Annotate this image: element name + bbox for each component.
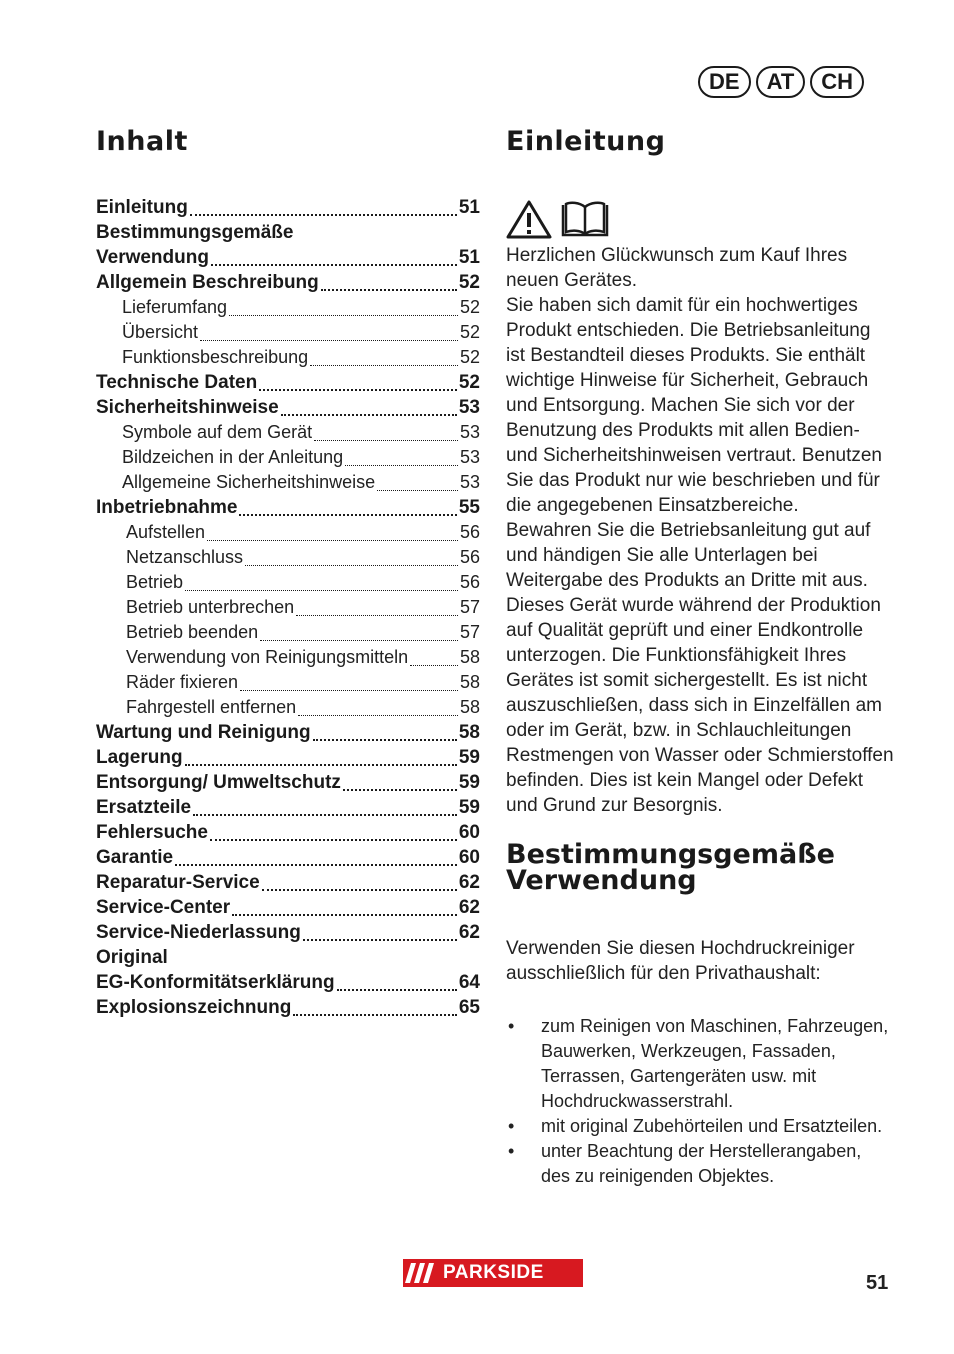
toc-entry <box>96 622 480 647</box>
toc-entry-page: 52 <box>458 272 480 293</box>
toc-entry-label: Garantie <box>96 847 174 868</box>
list-item: • unter Beachtung der Herstellerangaben, des zu reinigenden Objektes. <box>506 1139 894 1189</box>
toc-entry-label: Betrieb <box>126 572 184 592</box>
toc-entry-label: Bestimmungsgemäße <box>96 222 294 243</box>
toc-entry-page: 52 <box>459 297 480 317</box>
toc-entry-page: 52 <box>458 372 480 393</box>
toc-leader-dots <box>303 938 457 941</box>
toc-entry <box>96 347 480 372</box>
intro-paragraph: Sie haben sich damit für ein hochwertiges Produkt entschieden. Die Betriebsanleitung ist Bestandteil dieses Produkts. Sie enthält wichtige Hinweise für Sicherheit, Gebrauch und Entsorgung. Machen Sie sich vor der Benutzung des Produkts mit allen Bedien- und Sicherheitshinweisen vertraut. Benutzen Sie das Produkt nur wie beschrieben und für die angegebenen Einsatzbereiche. <box>506 295 883 516</box>
toc-entry <box>96 822 480 847</box>
toc-entry-label: Betrieb beenden <box>126 622 259 642</box>
toc-entry <box>96 722 480 747</box>
toc-entry-page: 52 <box>459 347 480 367</box>
intended-use-title-line1: Bestimmungsgemäße <box>506 839 835 870</box>
toc-leader-dots <box>314 439 458 441</box>
toc-entry-label: Sicherheitshinweise <box>96 397 279 418</box>
warning-icon <box>506 199 552 239</box>
toc-entry-label: Einleitung <box>96 197 188 218</box>
toc-entry-label: Explosionszeichnung <box>96 997 292 1018</box>
toc-entry-label: Fehlersuche <box>96 822 208 843</box>
toc-leader-dots <box>185 589 458 591</box>
toc-entry-page: 59 <box>458 772 480 793</box>
toc-entry-page: 65 <box>458 997 480 1018</box>
toc-leader-dots <box>240 689 458 691</box>
toc-entry-page: 60 <box>458 847 480 868</box>
toc-leader-dots <box>193 813 457 816</box>
toc-entry <box>96 947 480 972</box>
toc-leader-dots <box>190 213 457 216</box>
toc-leader-dots <box>345 464 458 466</box>
toc-entry <box>96 997 480 1022</box>
toc-entry-label: Lieferumfang <box>122 297 228 317</box>
toc-entry-page: 57 <box>459 597 480 617</box>
toc-entry-page: 53 <box>459 472 480 492</box>
toc-leader-dots <box>281 413 457 416</box>
toc-leader-dots <box>185 763 457 766</box>
toc-entry-label: Bildzeichen in der Anleitung <box>122 447 344 467</box>
toc-entry-label: Netzanschluss <box>126 547 244 567</box>
page-number: 51 <box>866 1272 889 1294</box>
toc-entry <box>96 297 480 322</box>
toc-entry-label: Ersatzteile <box>96 797 192 818</box>
toc-leader-dots <box>313 738 457 741</box>
toc-leader-dots <box>175 863 457 866</box>
toc-leader-dots <box>293 1013 457 1016</box>
toc-entry <box>96 322 480 347</box>
toc-entry <box>96 747 480 772</box>
toc-title: Inhalt <box>96 126 188 157</box>
toc-entry-page: 58 <box>459 672 480 692</box>
brand-stripes-icon <box>403 1259 439 1287</box>
toc-entry <box>96 397 480 422</box>
toc-entry-label: Räder fixieren <box>126 672 239 692</box>
toc-entry <box>96 597 480 622</box>
toc-entry-page: 64 <box>458 972 480 993</box>
toc-entry-label: Entsorgung/ Umweltschutz <box>96 772 341 793</box>
toc-entry <box>96 472 480 497</box>
toc-entry-label: Verwendung <box>96 247 209 268</box>
toc-leader-dots <box>343 788 457 791</box>
toc-entry <box>96 272 480 297</box>
toc-entry <box>96 772 480 797</box>
toc-entry-label: Original <box>96 947 168 968</box>
toc-entry-label: Service-Center <box>96 897 231 918</box>
toc-entry <box>96 897 480 922</box>
toc-leader-dots <box>321 288 457 291</box>
toc-entry-label: Funktionsbeschreibung <box>122 347 309 367</box>
table-of-contents <box>96 126 480 1022</box>
toc-entry <box>96 847 480 872</box>
toc-entry-label: Betrieb unterbrechen <box>126 597 295 617</box>
toc-entry <box>96 197 480 222</box>
intro-icons <box>506 197 894 239</box>
toc-entry-page: 62 <box>458 872 480 893</box>
toc-leader-dots <box>310 364 458 366</box>
toc-entry-label: EG-Konformitätserklärung <box>96 972 335 993</box>
toc-entry-label: Allgemeine Sicherheitshinweise <box>122 472 376 492</box>
toc-leader-dots <box>232 913 457 916</box>
toc-entry-page: 60 <box>458 822 480 843</box>
toc-entry <box>96 972 480 997</box>
toc-entry <box>96 797 480 822</box>
brand-name: PARKSIDE <box>443 1262 544 1283</box>
toc-entry <box>96 872 480 897</box>
toc-leader-dots <box>298 714 458 716</box>
toc-entry-page: 51 <box>458 197 480 218</box>
toc-entry <box>96 547 480 572</box>
toc-entry <box>96 372 480 397</box>
toc-entry-page: 58 <box>458 722 480 743</box>
toc-entry <box>96 422 480 447</box>
toc-entry <box>96 672 480 697</box>
toc-entry <box>96 247 480 272</box>
intended-use-list <box>506 1014 894 1189</box>
toc-entry <box>96 522 480 547</box>
toc-leader-dots <box>200 339 458 341</box>
toc-entry-page: 57 <box>459 622 480 642</box>
toc-leader-dots <box>211 263 457 266</box>
toc-leader-dots <box>262 888 457 891</box>
toc-entry <box>96 922 480 947</box>
toc-leader-dots <box>377 489 458 491</box>
toc-entry-label: Inbetriebnahme <box>96 497 238 518</box>
toc-entry-page: 51 <box>458 247 480 268</box>
toc-entry-page: 53 <box>458 397 480 418</box>
toc-entry-label: Technische Daten <box>96 372 258 393</box>
intended-use-intro: Verwenden Sie diesen Hochdruckreiniger ausschließlich für den Privathaushalt: <box>506 938 855 984</box>
toc-entry-label: Lagerung <box>96 747 183 768</box>
toc-entry-page: 53 <box>459 422 480 442</box>
toc-entry-label: Wartung und Reinigung <box>96 722 311 743</box>
intended-use-title <box>506 839 894 896</box>
toc-entry-label: Aufstellen <box>126 522 206 542</box>
toc-entry <box>96 447 480 472</box>
toc-entry-label: Fahrgestell entfernen <box>126 697 297 717</box>
toc-entry-label: Übersicht <box>122 322 199 342</box>
toc-leader-dots <box>337 988 457 991</box>
list-item: • mit original Zubehörteilen und Ersatzteilen. <box>506 1114 894 1139</box>
toc-entry <box>96 497 480 522</box>
toc-entry-page: 55 <box>458 497 480 518</box>
country-badges <box>698 66 864 98</box>
toc-entry-page: 62 <box>458 897 480 918</box>
country-badge-de: DE <box>698 66 751 98</box>
toc-entry-label: Reparatur-Service <box>96 872 260 893</box>
toc-entry <box>96 647 480 672</box>
toc-leader-dots <box>207 539 458 541</box>
toc-entry-label: Verwendung von Reinigungsmitteln <box>126 647 409 667</box>
toc-leader-dots <box>210 838 457 841</box>
toc-leader-dots <box>410 664 458 666</box>
toc-list <box>96 197 480 1022</box>
country-badge-ch: CH <box>810 66 864 98</box>
country-badge-at: AT <box>756 66 806 98</box>
toc-entry-page: 59 <box>458 747 480 768</box>
parkside-logo <box>403 1259 583 1287</box>
manual-book-icon <box>560 199 610 239</box>
toc-leader-dots <box>260 639 458 641</box>
toc-entry-page: 58 <box>459 697 480 717</box>
toc-entry-page: 56 <box>459 572 480 592</box>
toc-entry-page: 62 <box>458 922 480 943</box>
toc-leader-dots <box>245 564 458 566</box>
toc-entry-page: 53 <box>459 447 480 467</box>
toc-entry-label: Symbole auf dem Gerät <box>122 422 313 442</box>
intro-paragraph: Herzlichen Glückwunsch zum Kauf Ihres neuen Gerätes. <box>506 245 848 291</box>
intended-use-title-line2: Verwendung <box>506 865 697 896</box>
list-item: • zum Reinigen von Maschinen, Fahrzeugen, Bauwerken, Werkzeugen, Fassaden, Terrassen, Gartengeräten usw. mit Hochdruckwasserstrahl. <box>506 1014 894 1114</box>
toc-entry-page: 56 <box>459 522 480 542</box>
toc-entry-label: Allgemein Beschreibung <box>96 272 319 293</box>
content-column <box>506 126 894 1189</box>
toc-entry-page: 59 <box>458 797 480 818</box>
intro-text <box>506 243 894 818</box>
intro-paragraph: Bewahren Sie die Betriebsanleitung gut auf und händigen Sie alle Unterlagen bei Weitergabe des Produkts an Dritte mit aus. Dieses Gerät wurde während der Produktion auf Qualität geprüft und einer Endkontrolle unterzogen. Die Funktionsfähigkeit Ihres Gerätes ist somit sichergestellt. Es ist nicht auszuschließen, dass sich in Einzelfällen am oder im Gerät, bzw. in Schlauchleitungen Restmengen von Wasser oder Schmierstoffen befinden. Dies ist kein Mangel oder Defekt und Grund zur Besorgnis. <box>506 520 894 816</box>
toc-entry <box>96 697 480 722</box>
toc-leader-dots <box>229 314 458 316</box>
toc-entry <box>96 572 480 597</box>
toc-leader-dots <box>239 513 456 516</box>
toc-leader-dots <box>259 388 457 391</box>
toc-leader-dots <box>296 614 458 616</box>
toc-entry-page: 58 <box>459 647 480 667</box>
toc-entry <box>96 222 480 247</box>
intro-title: Einleitung <box>506 126 666 157</box>
toc-entry-label: Service-Niederlassung <box>96 922 301 943</box>
toc-entry-page: 52 <box>459 322 480 342</box>
toc-entry-page: 56 <box>459 547 480 567</box>
